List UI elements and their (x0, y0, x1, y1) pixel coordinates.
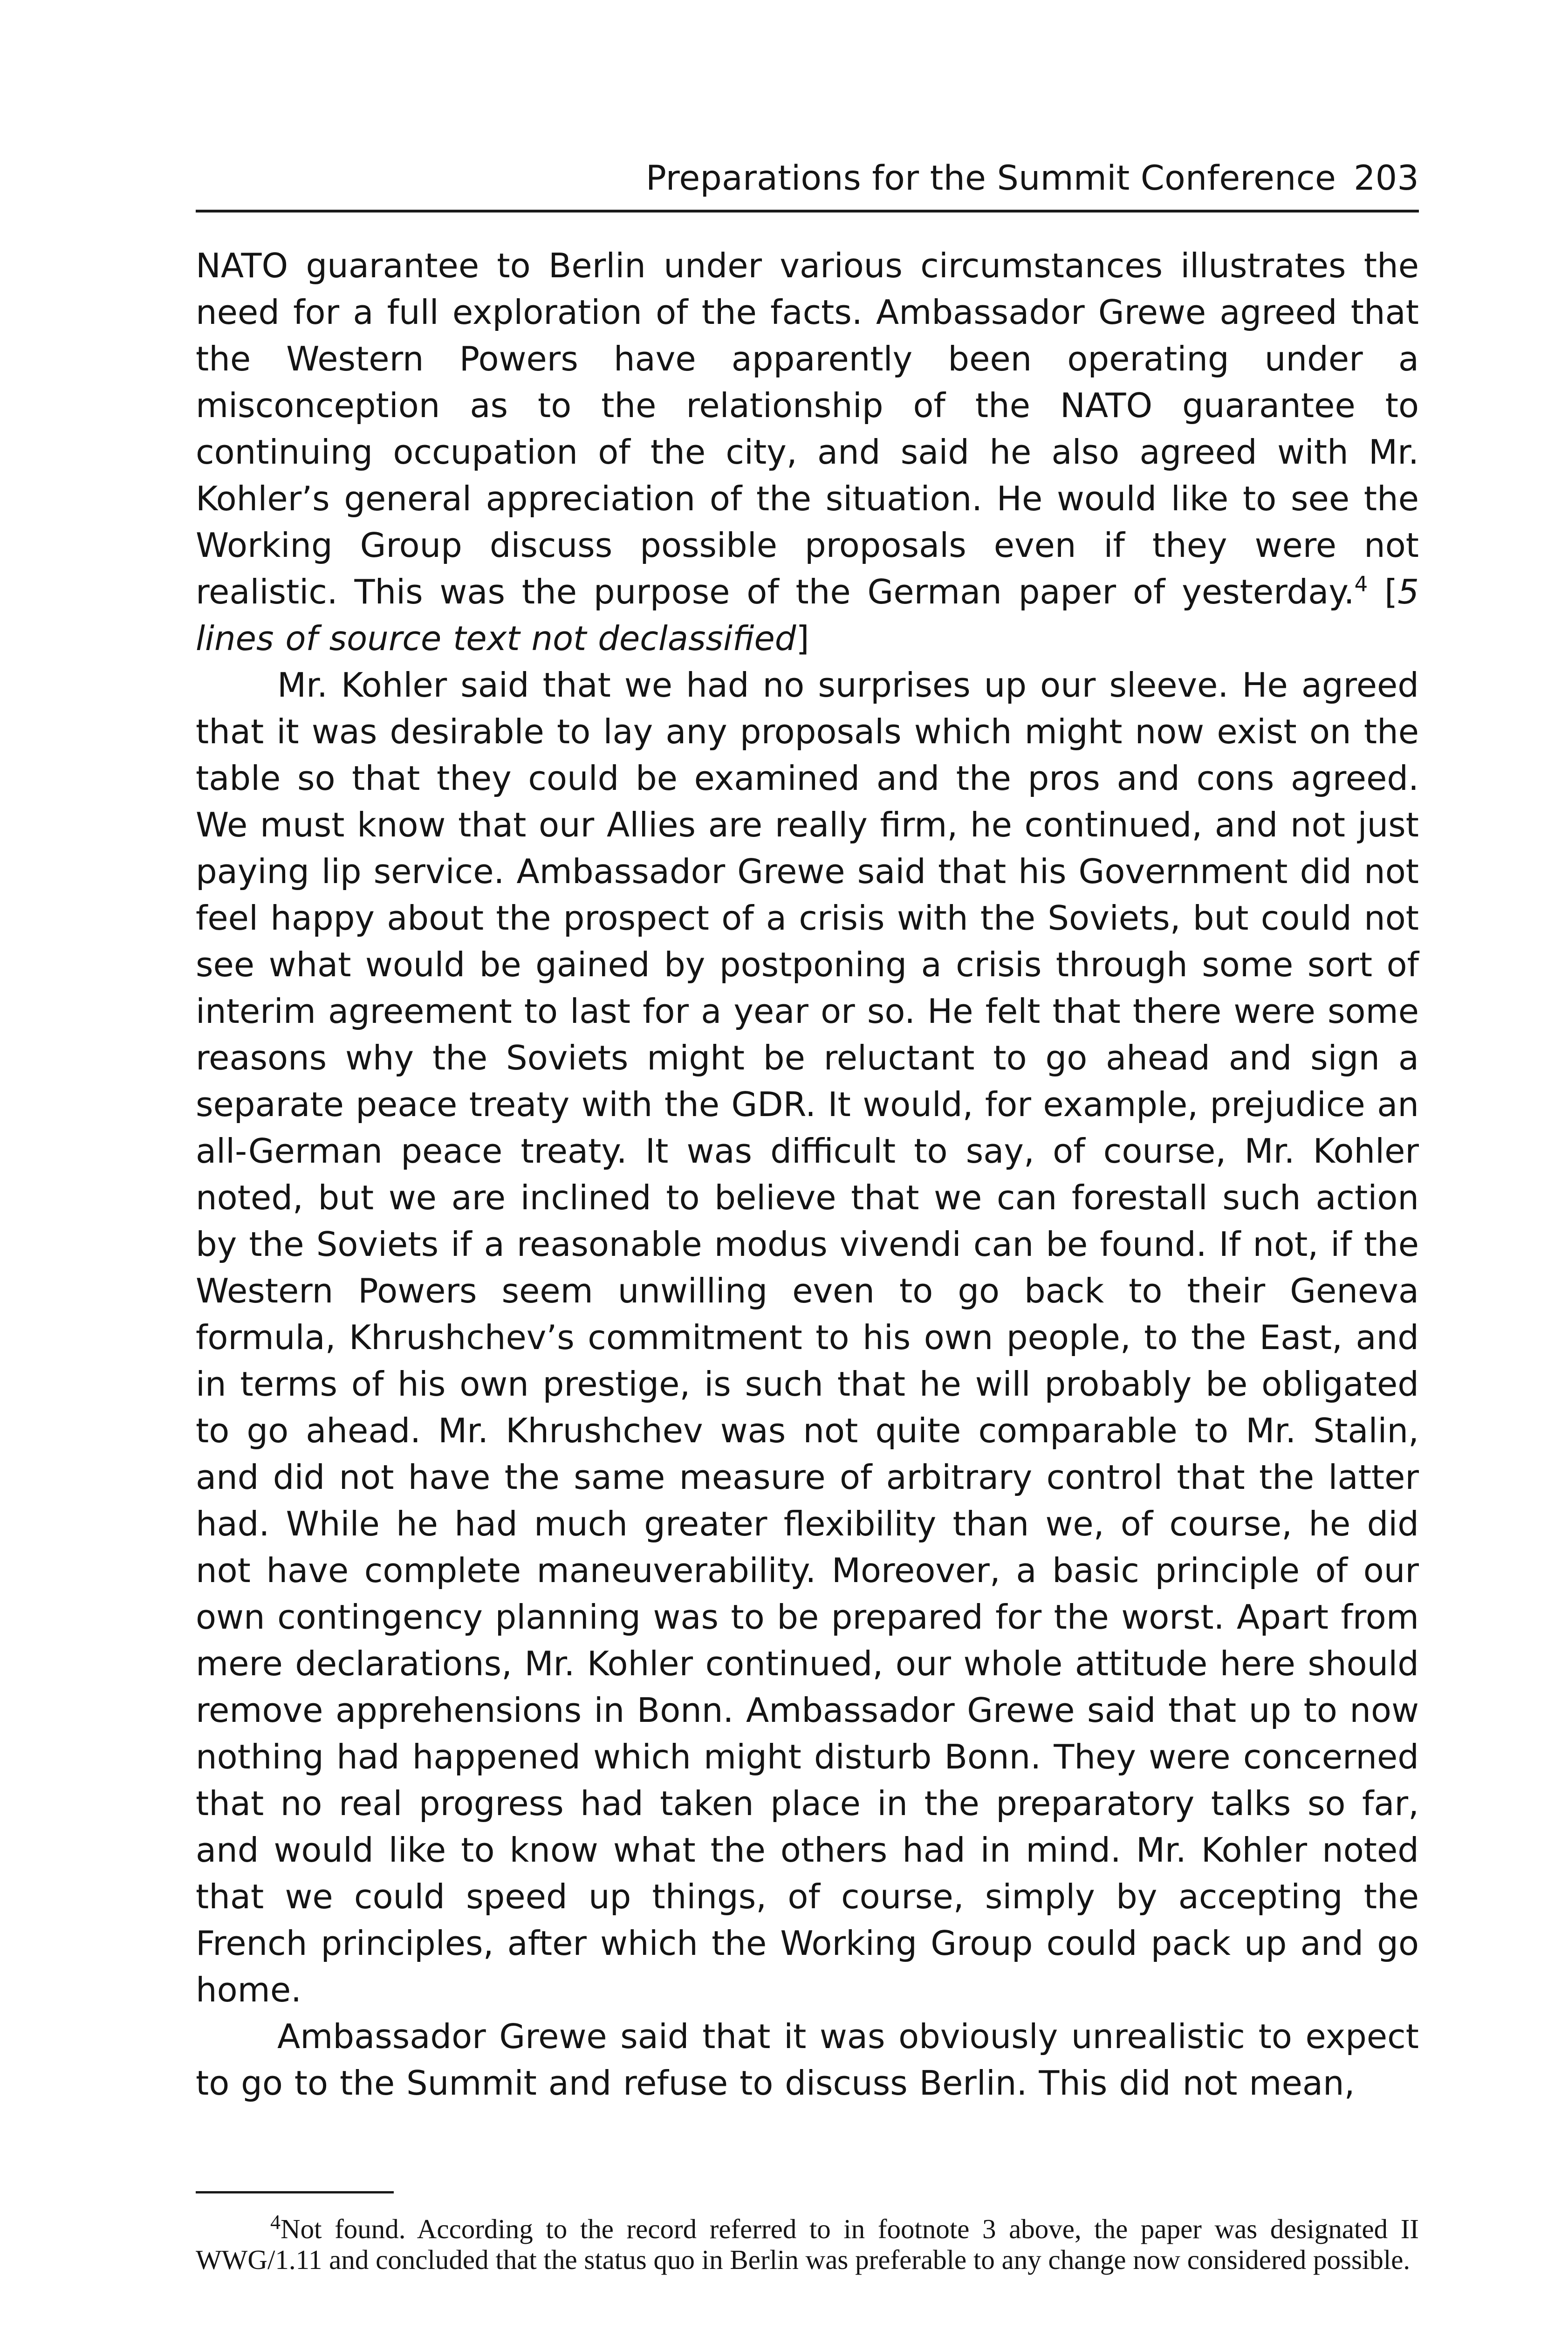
page-number: 203 (1354, 158, 1419, 198)
redaction-note: 5 lines of source text not declassified (196, 572, 1419, 658)
footnote (196, 2211, 1419, 2275)
paragraph-1 (196, 242, 1419, 662)
footnote-text: Not found. According to the record referred to in footnote 3 above, the paper was designated II WWG/1.11 and concluded that the status quo in Berlin was preferable to any change now considered possible. (196, 2214, 1419, 2275)
footnote-number: 4 (270, 2211, 281, 2234)
bracket-close: ] (796, 619, 809, 658)
bracket-open: [ (1368, 572, 1398, 611)
paragraph-1-text: NATO guarantee to Berlin under various circumstances illustrates the need for a full exploration of the facts. Ambassador Grewe agreed that the Western Powers have apparently been operating under a misconception as to the relationship of the NATO guarantee to continuing occupation of the city, and said he also agreed with Mr. Kohler’s general appreciation of the situation. He would like to see the Working Group discuss possible proposals even if they were not realistic. This was the purpose of the German paper of yesterday. (196, 246, 1419, 611)
footnote-rule (196, 2191, 394, 2193)
paragraph-3: Ambassador Grewe said that it was obviously unrealistic to expect to go to the Summit and refuse to discuss Berlin. This did not mean, (196, 2017, 1419, 2103)
paragraph-2: Mr. Kohler said that we had no surprises up our sleeve. He agreed that it was desirable to lay any proposals which might now exist on the table so that they could be examined and the pros and cons agreed. We must know that our Allies are really firm, he continued, and not just paying lip service. Ambassador Grewe said that his Government did not feel happy about the prospect of a crisis with the Soviets, but could not see what would be gained by postponing a crisis through some sort of interim agreement to last for a year or so. He felt that there were some reasons why the Soviets might be reluctant to go ahead and sign a separate peace treaty with the GDR. It would, for example, prejudice an all-German peace treaty. It was difficult to say, of course, Mr. Kohler noted, but we are inclined to believe that we can forestall such action by the Soviets if a reasonable modus vivendi can be found. If not, if the Western Powers seem unwilling even to go back to their Geneva formula, Khrushchev’s commitment to his own people, to the East, and in terms of his own prestige, is such that he will probably be obligated to go ahead. Mr. Khrushchev was not quite comparable to Mr. Stalin, and did not have the same measure of arbitrary control that the latter had. While he had much greater flexibility than we, of course, he did not have complete maneuverability. Moreover, a basic principle of our own contingency planning was to be prepared for the worst. Apart from mere declarations, Mr. Kohler continued, our whole attitude here should remove apprehensions in Bonn. Ambassador Grewe said that up to now nothing had happened which might disturb Bonn. They were concerned that no real progress had taken place in the preparatory talks so far, and would like to know what the others had in mind. Mr. Kohler noted that we could speed up things, of course, simply by accepting the French principles, after which the Working Group could pack up and go home. (196, 665, 1419, 2009)
footnote-reference: 4 (1354, 572, 1368, 596)
body-text (196, 242, 1419, 2106)
header-rule (196, 210, 1419, 212)
running-header (196, 153, 1419, 204)
chapter-title: Preparations for the Summit Conference (645, 158, 1336, 198)
